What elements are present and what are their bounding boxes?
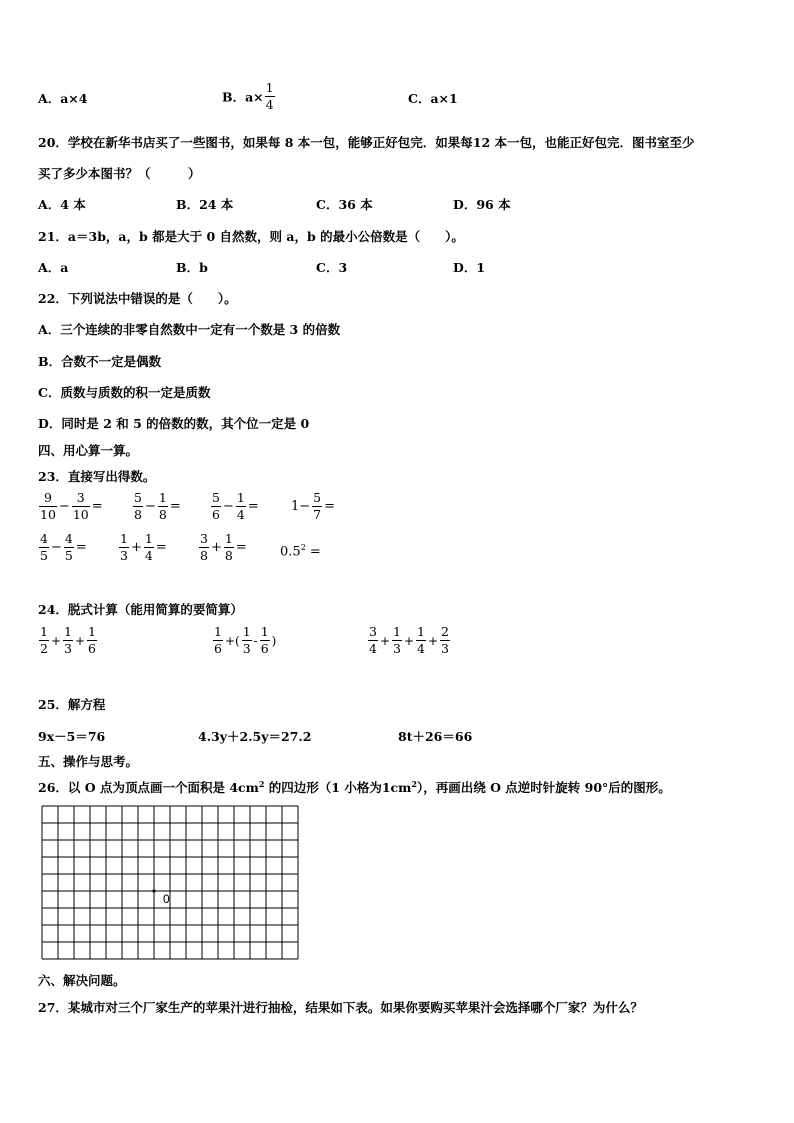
fraction-numerator: 1 [236, 490, 245, 505]
q22-option-c: C．质数与质数的积一定是质数 [38, 385, 211, 400]
q23-expr-7 [198, 533, 248, 562]
q26-stem-prefix: 26．以 O 点为顶点画一个面积是 4cm [38, 780, 259, 795]
q25-equation-1: 9x－5＝76 [38, 729, 106, 744]
power-base: 0.5 [280, 544, 301, 560]
q25-equation-3: 8t＋26＝66 [398, 729, 473, 744]
q23-expr-4 [290, 492, 336, 521]
q22-option-b: B．合数不一定是偶数 [38, 354, 162, 369]
equals-sign: = [155, 540, 167, 555]
q23-stem: 23．直接写出得数。 [38, 469, 156, 484]
fraction-denominator: 3 [441, 640, 449, 656]
fraction-numerator: 1 [265, 80, 274, 95]
operator: + [74, 633, 86, 648]
fraction-denominator: 3 [242, 640, 251, 656]
fraction-denominator: 4 [265, 96, 274, 112]
point-o [152, 889, 155, 892]
q19-option-b-prefix: B．a× [222, 89, 264, 105]
fraction-numerator: 1 [144, 531, 153, 546]
fraction-denominator: 7 [313, 506, 322, 522]
fraction-numerator: 5 [212, 490, 220, 505]
q21-option-d: D．1 [453, 260, 486, 275]
equals-sign: = [91, 499, 103, 514]
fraction-numerator: 9 [39, 492, 57, 507]
fraction-numerator: 1 [260, 624, 269, 639]
section6-heading: 六、解决问题。 [38, 973, 126, 988]
fraction-denominator: 10 [40, 506, 56, 522]
power-exponent: 2 [300, 543, 306, 552]
fraction-denominator: 3 [64, 640, 72, 656]
square-grid[interactable] [41, 805, 297, 960]
section5-heading: 五、操作与思考。 [38, 754, 139, 769]
operator: + [379, 633, 391, 648]
fraction-denominator: 4 [369, 640, 377, 656]
fraction-numerator: 5 [313, 490, 322, 505]
q24-expr-1 [38, 626, 98, 655]
q27-stem: 27．某城市对三个厂家生产的苹果汁进行抽检，结果如下表。如果你要购买苹果汁会选择哪个厂家？为什么？ [38, 1000, 643, 1015]
point-o-label: 0 [163, 892, 170, 906]
fraction-denominator: 3 [393, 640, 401, 656]
fraction-numerator: 4 [64, 531, 73, 546]
fraction-denominator: 6 [88, 640, 96, 656]
fraction-denominator: 4 [236, 506, 245, 522]
leading-term: 1− [291, 499, 311, 514]
q21-stem: 21．a＝3b，a，b 都是大于 0 自然数，则 a，b 的最小公倍数是（ ）。 [38, 229, 464, 244]
fraction-denominator: 4 [417, 640, 425, 656]
fraction-numerator: 3 [369, 624, 377, 639]
equals-sign: = [324, 499, 336, 514]
fraction-denominator: 8 [134, 506, 142, 522]
fraction-denominator: 10 [72, 506, 89, 522]
fraction-numerator: 1 [242, 624, 251, 639]
fraction-denominator: 8 [224, 547, 233, 563]
fraction-numerator: 1 [224, 531, 233, 546]
close-paren: ) [271, 633, 277, 648]
q24-stem: 24．脱式计算（能用简算的要简算） [38, 602, 243, 617]
operator: + [130, 540, 142, 555]
operator: − [144, 499, 156, 514]
q23-expr-2 [132, 492, 182, 521]
q26-stem [38, 778, 671, 796]
q20-option-a: A．4 本 [38, 197, 86, 212]
q21-option-a: A．a [38, 260, 69, 275]
fraction-denominator: 2 [40, 640, 48, 656]
equals-sign: = [169, 499, 181, 514]
q24-expr-3 [367, 626, 451, 655]
fraction-numerator: 1 [120, 531, 128, 546]
operator: - [253, 633, 258, 648]
equals-sign: = [235, 540, 247, 555]
operator: + [50, 633, 62, 648]
fraction-numerator: 3 [200, 531, 208, 546]
fraction-numerator: 2 [441, 624, 449, 639]
fraction-numerator: 1 [417, 624, 425, 639]
fraction-denominator: 8 [200, 547, 208, 563]
operator: + [403, 633, 415, 648]
operator: − [58, 499, 70, 514]
q20-stem-line1: 20．学校在新华书店买了一些图书，如果每 8 本一包，能够正好包完．如果每12 本一包，也能正好包完．图书室至少 [38, 135, 695, 150]
fraction-numerator: 4 [40, 531, 48, 546]
fraction-denominator: 6 [212, 506, 220, 522]
q19-option-a: A．a×4 [38, 91, 88, 106]
fraction-numerator: 1 [40, 624, 48, 639]
q21-option-b: B．b [176, 260, 208, 275]
q23-expr-3 [210, 492, 260, 521]
q22-option-d: D．同时是 2 和 5 的倍数的数，其个位一定是 0 [38, 416, 310, 431]
equals-sign: = [305, 544, 321, 560]
q20-option-b: B．24 本 [176, 197, 234, 212]
operator: +( [224, 633, 240, 648]
q25-equation-2: 4.3y＋2.5y＝27.2 [198, 729, 312, 744]
fraction-numerator: 1 [393, 624, 401, 639]
fraction-numerator: 1 [214, 624, 222, 639]
q24-expr-2 [212, 626, 277, 655]
fraction-numerator: 5 [134, 490, 142, 505]
fraction-denominator: 6 [260, 640, 269, 656]
operator: − [50, 540, 62, 555]
fraction-numerator: 1 [64, 624, 72, 639]
q22-stem: 22．下列说法中错误的是（ ）。 [38, 291, 237, 306]
q20-option-d: D．96 本 [453, 197, 511, 212]
q23-expr-8 [280, 543, 321, 559]
fraction-denominator: 4 [144, 547, 153, 563]
q22-option-a: A．三个连续的非零自然数中一定有一个数是 3 的倍数 [38, 322, 341, 337]
q23-expr-5 [38, 533, 88, 562]
fraction-numerator: 3 [72, 492, 90, 507]
q19-option-b [222, 82, 276, 111]
q23-expr-6 [118, 533, 168, 562]
q26-stem-mid: 的四边形（1 小格为1cm [264, 780, 412, 795]
equals-sign: = [75, 540, 87, 555]
fraction-denominator: 3 [120, 547, 128, 563]
operator: + [427, 633, 439, 648]
fraction-denominator: 5 [64, 547, 73, 563]
q21-option-c: C．3 [316, 260, 348, 275]
q19-option-b-fraction [265, 82, 275, 111]
fraction-numerator: 1 [158, 490, 167, 505]
q23-expr-1 [38, 492, 104, 521]
superscript: 2 [258, 778, 265, 789]
q20-option-c: C．36 本 [316, 197, 373, 212]
operator: + [210, 540, 222, 555]
q19-option-c: C．a×1 [408, 91, 458, 106]
superscript: 2 [411, 778, 417, 789]
operator: − [222, 499, 234, 514]
q25-stem: 25．解方程 [38, 697, 106, 712]
section4-heading: 四、用心算一算。 [38, 443, 139, 458]
q26-stem-suffix: ），再画出绕 O 点逆时针旋转 90°后的图形。 [416, 780, 671, 795]
fraction-numerator: 1 [88, 624, 96, 639]
equals-sign: = [247, 499, 259, 514]
fraction-denominator: 5 [40, 547, 48, 563]
fraction-denominator: 8 [158, 506, 167, 522]
fraction-denominator: 6 [214, 640, 222, 656]
grid-canvas[interactable] [41, 805, 299, 962]
q20-stem-line2: 买了多少本图书？（ ） [38, 166, 201, 181]
